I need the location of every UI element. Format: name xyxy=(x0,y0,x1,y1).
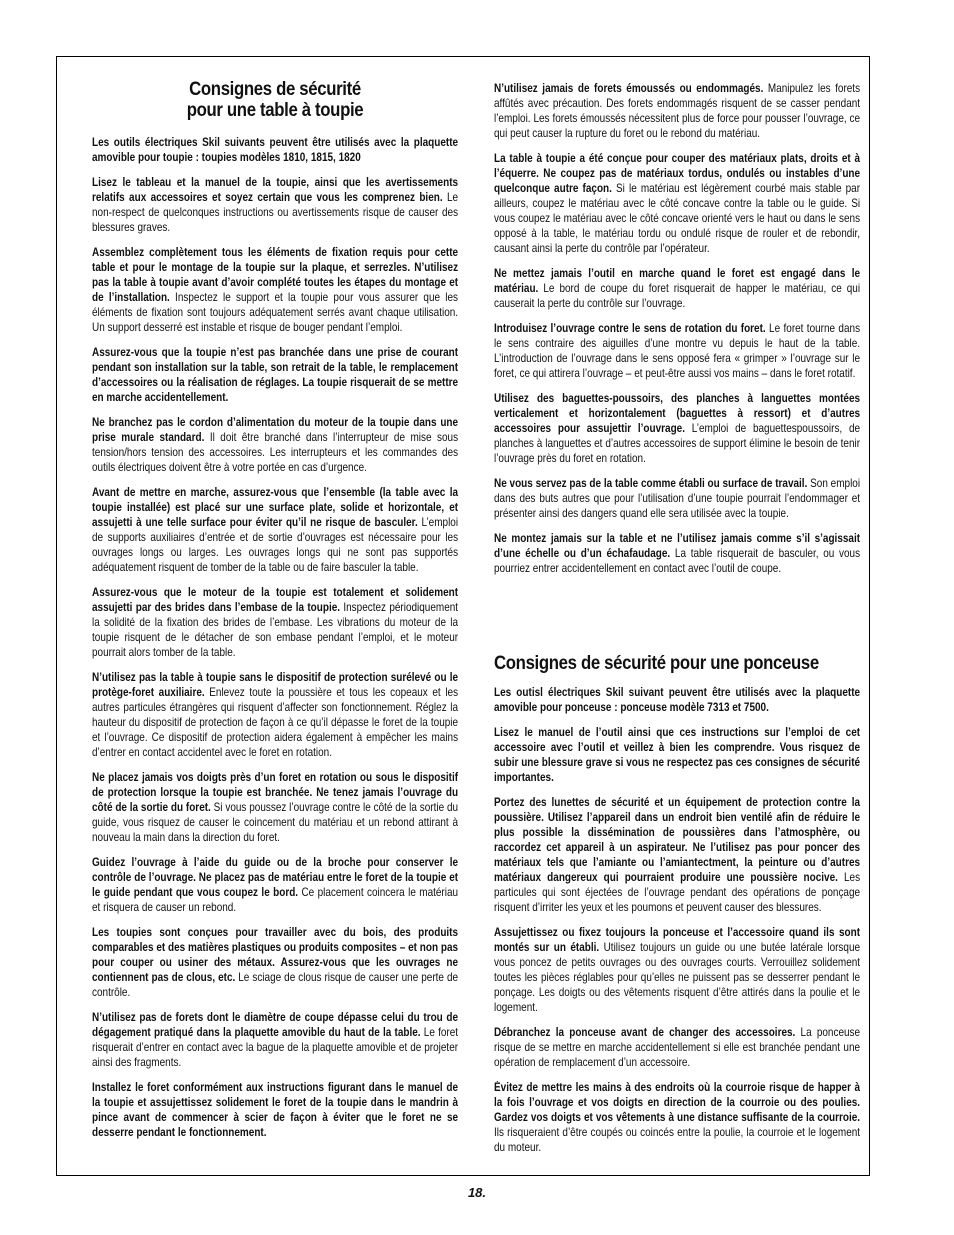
instruction-paragraph xyxy=(92,1010,458,1070)
instruction-bold-text: Assurez-vous que le moteur de la toupie est totalement et solidement assujetti par des brides dans l’embase de la toupie. xyxy=(92,586,459,614)
instruction-bold-text: Les outisl électriques Skil suivant peuvent être utilisés avec la plaquette amovible pour ponceuse : ponceuse modèle 7313 et 7500. xyxy=(494,686,861,714)
instruction-normal-text: Le foret risquerait d’entrer en contact avec la bague de la plaquette amovible et de projeter ainsi des fragments. xyxy=(92,1026,459,1069)
instruction-bold-text: Ne mettez jamais l’outil en marche quand le foret est engagé dans le matériau. xyxy=(494,267,861,295)
instruction-bold-text: Assurez-vous que la toupie n’est pas branchée dans une prise de courant pendant son installation sur la table, son retrait de la table, le remplacement d’accessoires ou la réalisation de réglages. La toupie risquerait de se mettre en marche accidentellement. xyxy=(92,346,459,404)
instruction-bold-text: Débranchez la ponceuse avant de changer des accessoires. xyxy=(494,1026,796,1039)
instruction-paragraph xyxy=(494,321,860,381)
instruction-paragraph xyxy=(92,175,458,235)
instruction-bold-text: Les toupies sont conçues pour travailler avec du bois, des produits comparables et des matières plastiques ou produits composites – et non pas pour couper ou usiner des métaux. Assurez-vous que les ouvrages ne contiennent pas de clous, etc. xyxy=(92,926,459,984)
instruction-bold-text: Ne placez jamais vos doigts près d’un foret en rotation ou sous le dispositif de protection lorsque la toupie est branchée. Ne tenez jamais l’ouvrage du côté de la sortie du foret. xyxy=(92,771,459,814)
instruction-normal-text: L’emploi de supports auxiliaires d’entrée et de sortie d’ouvrages est nécessaire pour les ouvrages longs ou larges. Les ouvrages longs qui ne sont pas supportés adéquatement risquent de tomber de la table ou de faire basculer la table. xyxy=(92,516,459,574)
instruction-bold-text: Avant de mettre en marche, assurez-vous que l’ensemble (la table avec la toupie installée) est placé sur une surface plate, solide et horizontale, et assujetti à une telle surface pour éviter qu’il ne risque de basculer. xyxy=(92,486,459,529)
instruction-normal-text: Il doit être branché dans l’interrupteur de mise sous tension/hors tension des accessoires. Les interrupteurs et les commandes des outils électriques doivent être à votre portée en cas d’urgence. xyxy=(92,431,459,474)
instruction-bold-text: Introduisez l’ouvrage contre le sens de rotation du foret. xyxy=(494,322,766,335)
instruction-paragraph xyxy=(92,1080,458,1140)
instruction-paragraph xyxy=(494,1080,860,1155)
instruction-normal-text: Ce placement coincera le matériau et risquera de causer un rebond. xyxy=(92,886,459,914)
instruction-bold-text: Utilisez des baguettes-poussoirs, des planches à languettes montées verticalement et horizontalement (baguettes à ressort) et d’autres accessoires pour assujettir l’ouvrage. xyxy=(494,392,861,435)
instruction-paragraph xyxy=(92,415,458,475)
instruction-normal-text: Le sciage de clous risque de causer une perte de contrôle. xyxy=(92,971,459,999)
instruction-paragraph xyxy=(92,135,458,165)
instruction-bold-text: Évitez de mettre les mains à des endroits où la courroie risque de happer à la fois l’ouvrage et vos doigts en direction de la courroie ou des poulies. Gardez vos doigts et vos vêtements à une distance suffisante de la courroie. xyxy=(494,1081,861,1124)
instruction-paragraph xyxy=(494,531,860,576)
instruction-paragraph xyxy=(494,81,860,141)
sander-instructions xyxy=(494,685,860,1165)
instruction-bold-text: Assemblez complètement tous les éléments de fixation requis pour cette table et pour le montage de la toupie sur la plaque, et serrezles. N’utilisez pas la table à toupie avant d’avoir complété toutes les étapes du montage et de l’installation. xyxy=(92,246,459,304)
title-line-2: pour une table à toupie xyxy=(186,99,364,121)
instruction-normal-text: Le non-respect de quelconques instructions ou avertissements risque de causer des blessures graves. xyxy=(92,191,459,234)
instruction-bold-text: Guidez l’ouvrage à l’aide du guide ou de la broche pour conserver le contrôle de l’ouvrage. Ne placez pas de matériau entre le foret de la toupie et le guide pendant que vous coupez le bord. xyxy=(92,856,459,899)
page-number: 18. xyxy=(467,1185,487,1200)
router-table-instructions xyxy=(92,135,458,1150)
instruction-normal-text: Son emploi dans des buts autres que pour l’utilisation d’une toupie pourrait l’endommager et présenter ainsi des dangers quand elle sera utilisée avec la toupie. xyxy=(494,477,861,520)
instruction-paragraph xyxy=(494,725,860,785)
instruction-paragraph xyxy=(92,770,458,845)
instruction-paragraph xyxy=(494,925,860,1015)
instruction-normal-text: Inspectez le support et la toupie pour vous assurer que les éléments de fixation sont toujours adéquatement serrés avant chaque utilisation. Un support desserré est instable et risque de bouger pendant l’emploi. xyxy=(92,291,459,334)
instruction-bold-text: N’utilisez pas la table à toupie sans le dispositif de protection surélevé ou le protège-foret auxiliaire. xyxy=(92,671,459,699)
instruction-paragraph xyxy=(494,266,860,311)
instruction-paragraph xyxy=(92,585,458,660)
instruction-bold-text: La table à toupie a été conçue pour couper des matériaux plats, droits et à l’équerre. Ne coupez pas de matériaux tordus, ondulés ou instables d’une quelconque autre façon. xyxy=(494,152,861,195)
instruction-paragraph xyxy=(494,685,860,715)
instruction-bold-text: Ne branchez pas le cordon d’alimentation du moteur de la toupie dans une prise murale standard. xyxy=(92,416,459,444)
instruction-normal-text: Manipulez les forets affûtés avec précaution. Des forets endommagés risquent de se casser pendant l’emploi. Les forets émoussés nécessitent plus de force pour pousser l’ouvrage, ce qui peut causer la rupture du foret ou le rebond du matériau. xyxy=(494,82,861,140)
instruction-paragraph xyxy=(92,670,458,760)
instruction-bold-text: Lisez le manuel de l’outil ainsi que ces instructions sur l’emploi de cet accessoire avec l’outil et veillez à bien les comprendre. Vous risquez de subir une blessure grave si vous ne respectez pas ces consignes de sécurité importantes. xyxy=(494,726,861,784)
instruction-normal-text: Utilisez toujours un guide ou une butée latérale lorsque vous poncez de petits ouvrages ou des ouvrages courts. Verrouillez solidement toutes les pièces réglables pour qu’elles ne puissent pas se desserrer pendant le ponçage. Les doigts ou des vêtements risquent d’être attirés dans la poulie et le logement. xyxy=(494,941,861,1014)
router-table-title xyxy=(92,79,458,121)
instruction-paragraph xyxy=(92,345,458,405)
instruction-normal-text: La table risquerait de basculer, ou vous pourriez entrer accidentellement en contact avec l’outil de coupe. xyxy=(494,547,861,575)
title-line-1: Consignes de sécurité xyxy=(189,78,361,100)
sander-title xyxy=(494,653,860,674)
instruction-normal-text: Les particules qui sont éjectées de l’ouvrage pendant des opérations de ponçage risquent d’irriter les yeux et les poumons et peuvent causer des blessures. xyxy=(494,871,861,914)
instruction-normal-text: La ponceuse risque de se mettre en marche accidentellement si elle est branchée pendant une opération de remplacement d’un accessoire. xyxy=(494,1026,861,1069)
instruction-normal-text: Enlevez toute la poussière et tous les copeaux et les autres particules étrangères qui risquent d’affecter son fonctionnement. Réglez la hauteur du dispositif de protection de façon à ce qu’il dépasse le foret de la toupie et l’ouvrage. Ce dispositif de protection aidera également à empêcher les mains d’entrer en contact accidentel avec le foret en rotation. xyxy=(92,686,459,759)
instruction-bold-text: Ne montez jamais sur la table et ne l’utilisez jamais comme s’il s’agissait d’une échelle ou d’un échafaudage. xyxy=(494,532,861,560)
instruction-bold-text: N’utilisez jamais de forets émoussés ou endommagés. xyxy=(494,82,764,95)
instruction-bold-text: Assujettissez ou fixez toujours la ponceuse et l’accessoire quand ils sont montés sur un établi. xyxy=(494,926,861,954)
instruction-normal-text: Le foret tourne dans le sens contraire des aiguilles d’une montre vu depuis le haut de la table. L’introduction de l’ouvrage dans le sens opposé fera « grimper » l’ouvrage sur le foret, ce qui attirera l’ouvrage – et peut-être aussi vos mains – dans le foret rotatif. xyxy=(494,322,861,380)
instruction-paragraph xyxy=(494,795,860,915)
instruction-normal-text: L’emploi de baguettespoussoirs, de planches à languettes et d’autres accessoires de support élimine le besoin de tenir l’ouvrage près du foret en rotation. xyxy=(494,422,861,465)
instruction-paragraph xyxy=(494,391,860,466)
page-frame xyxy=(56,56,870,1176)
instruction-paragraph xyxy=(92,245,458,335)
instruction-normal-text: Si le matériau est légèrement courbé mais stable par ailleurs, coupez le matériau avec le côté concave contre la table ou le guide. Si vous coupez le matériau avec le côté concave orienté vers le haut ou dans le sens opposé à la table, le matériau tordu ou ondulé risque de rouler et de rebondir, causant ainsi la perte du contrôle par l’opérateur. xyxy=(494,182,861,255)
instruction-bold-text: Portez des lunettes de sécurité et un équipement de protection contre la poussière. Utilisez l’appareil dans un endroit bien ventilé afin de réduire le plus possible la dissémination de poussières dans l’atmosphère, ou raccordez cet appareil à un aspirateur. Ne l’utilisez pas pour poncer des matériaux tels que l’amiante ou l’amiantectment, la peinture ou d’autres matériaux dangereux qui pourraient produire une poussière nocive. xyxy=(494,796,861,884)
instruction-paragraph xyxy=(92,855,458,915)
instruction-normal-text: Ils risqueraient d’être coupés ou coincés entre la poulie, la courroie et le logement du moteur. xyxy=(494,1126,861,1154)
instruction-bold-text: Installez le foret conformément aux instructions figurant dans le manuel de la toupie et assujettissez solidement le foret de la toupie dans le mandrin à pince avant de commencer à scier de façon à éviter que le foret ne se desserre pendant le fonctionnement. xyxy=(92,1081,459,1139)
instruction-normal-text: Inspectez périodiquement la solidité de la fixation des brides de l’embase. Les vibrations du moteur de la toupie risquent de le détacher de son embase pendant l’emploi, et le moteur pourrait alors tomber de la table. xyxy=(92,601,459,659)
instruction-normal-text: Le bord de coupe du foret risquerait de happer le matériau, ce qui causerait la perte du contrôle sur l’ouvrage. xyxy=(494,282,861,310)
instruction-normal-text: Si vous poussez l’ouvrage contre le côté de la sortie du guide, vous risquez de causer le coincement du matériau et un rebond attirant à nouveau la main dans la direction du foret. xyxy=(92,801,459,844)
instruction-paragraph xyxy=(92,485,458,575)
router-table-instructions-continued xyxy=(494,81,860,586)
instruction-paragraph xyxy=(92,925,458,1000)
instruction-bold-text: Ne vous servez pas de la table comme établi ou surface de travail. xyxy=(494,477,808,490)
instruction-paragraph xyxy=(494,1025,860,1070)
instruction-bold-text: Lisez le tableau et la manuel de la toupie, ainsi que les avertissements relatifs aux accessoires et soyez certain que vous les comprenez bien. xyxy=(92,176,459,204)
sander-title-text: Consignes de sécurité pour une ponceuse xyxy=(494,652,819,674)
instruction-bold-text: Les outils électriques Skil suivants peuvent être utilisés avec la plaquette amovible pour toupie : toupies modèles 1810, 1815, 1820 xyxy=(92,136,459,164)
instruction-paragraph xyxy=(494,476,860,521)
instruction-bold-text: N’utilisez pas de forets dont le diamètre de coupe dépasse celui du trou de dégagement pratiqué dans la plaquette amovible du haut de la table. xyxy=(92,1011,459,1039)
instruction-paragraph xyxy=(494,151,860,256)
